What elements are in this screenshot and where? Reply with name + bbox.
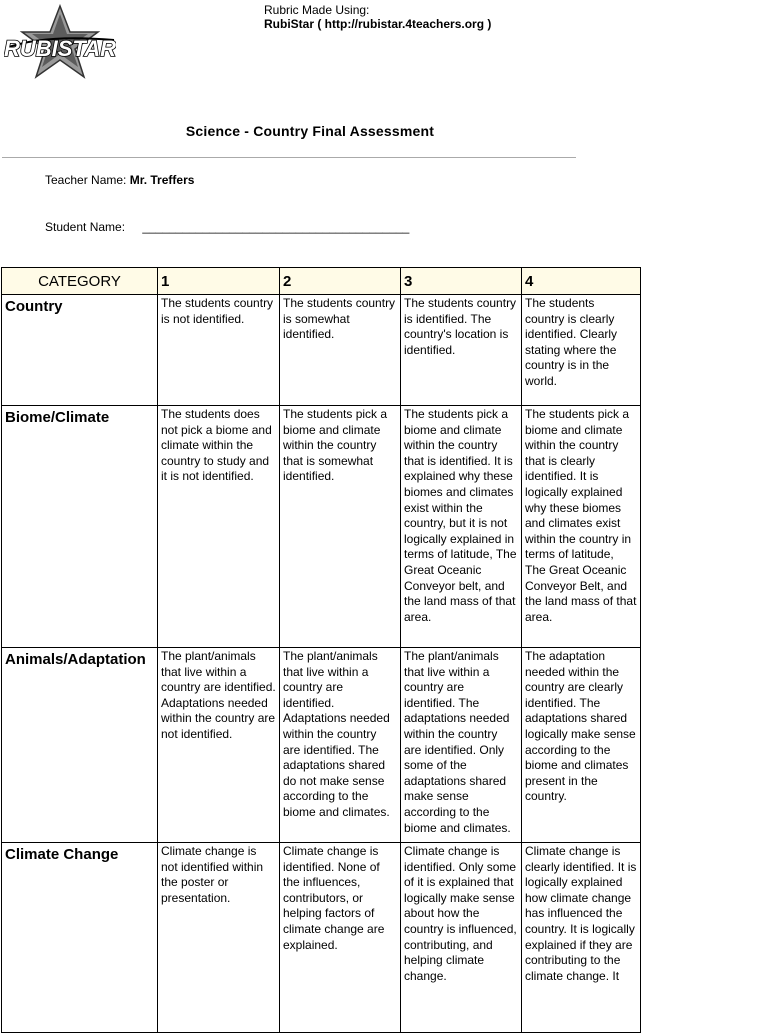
- header-row: [2, 268, 641, 295]
- page-title: Science - Country Final Assessment: [185, 123, 435, 139]
- table-cell: The students country is somewhat identified.: [280, 295, 401, 406]
- table-cell: The plant/animals that live within a country are identified. Adaptations needed within the country are identified. The adaptations shared do not make sense according to the biome and climates.: [280, 648, 401, 843]
- table-cell: The students pick a biome and climate within the country that is somewhat identified.: [280, 406, 401, 648]
- header-score-1: 1: [158, 268, 280, 295]
- table-cell: The adaptation needed within the country are clearly identified. The adaptations shared logically make sense according to the biome and climates present in the country.: [522, 648, 641, 843]
- made-using-label: Rubric Made Using:: [264, 3, 370, 17]
- table-cell: The students pick a biome and climate within the country that is identified. It is explained why these biomes and climates exist within the country, but it is not logically explained in terms of latitude, The Great Oceanic Conveyor belt, and the land mass of that area.: [401, 406, 522, 648]
- row-category: Animals/Adaptation: [2, 648, 158, 843]
- table-cell: The students does not pick a biome and climate within the country to study and it is not identified.: [158, 406, 280, 648]
- rubistar-logo: [4, 4, 116, 82]
- row-category: Country: [2, 295, 158, 406]
- table-row: [2, 648, 641, 843]
- table-cell: Climate change is not identified within the poster or presentation.: [158, 843, 280, 1033]
- divider: [2, 157, 576, 158]
- rubric-table: [1, 267, 641, 1033]
- table-cell: The plant/animals that live within a country are identified. Adaptations needed within the country are not identified.: [158, 648, 280, 843]
- svg-text:RUBISTAR: RUBISTAR: [4, 36, 116, 61]
- student-name: [45, 220, 409, 234]
- teacher-name: [45, 173, 194, 187]
- header-score-2: 2: [280, 268, 401, 295]
- teacher-value: Mr. Treffers: [129, 173, 195, 187]
- rubistar-site-link[interactable]: RubiStar ( http://rubistar.4teachers.org ): [264, 17, 492, 31]
- student-label: Student Name:: [45, 220, 126, 234]
- header-score-4: 4: [522, 268, 641, 295]
- table-row: [2, 843, 641, 1033]
- header-score-3: 3: [401, 268, 522, 295]
- table-cell: The students pick a biome and climate within the country that is clearly identified. It is logically explained why these biomes and climates exist within the country in terms of latitude, The Great Oceanic Conveyor Belt, and the land mass of that area.: [522, 406, 641, 648]
- table-cell: Climate change is clearly identified. It is logically explained how climate change has influenced the country. It is logically explained if they are contributing to the climate change. It: [522, 843, 641, 1033]
- made-with-note: [264, 3, 491, 31]
- teacher-label: Teacher Name:: [45, 173, 127, 187]
- table-cell: Climate change is identified. None of the influences, contributors, or helping factors of climate change are explained.: [280, 843, 401, 1033]
- row-category: Biome/Climate: [2, 406, 158, 648]
- table-cell: The plant/animals that live within a country are identified. The adaptations needed within the country are identified. Only some of the adaptations shared make sense according to the biome and climates.: [401, 648, 522, 843]
- header-category: CATEGORY: [2, 268, 158, 295]
- table-row: [2, 406, 641, 648]
- table-row: [2, 295, 641, 406]
- row-category: Climate Change: [2, 843, 158, 1033]
- table-cell: The students country is clearly identified. Clearly stating where the country is in the world.: [522, 295, 641, 406]
- table-cell: The students country is identified. The country's location is identified.: [401, 295, 522, 406]
- table-cell: The students country is not identified.: [158, 295, 280, 406]
- table-cell: Climate change is identified. Only some of it is explained that logically make sense about how the country is influenced, contributing, and helping climate change.: [401, 843, 522, 1033]
- student-name-blank: ________________________________________: [142, 220, 410, 234]
